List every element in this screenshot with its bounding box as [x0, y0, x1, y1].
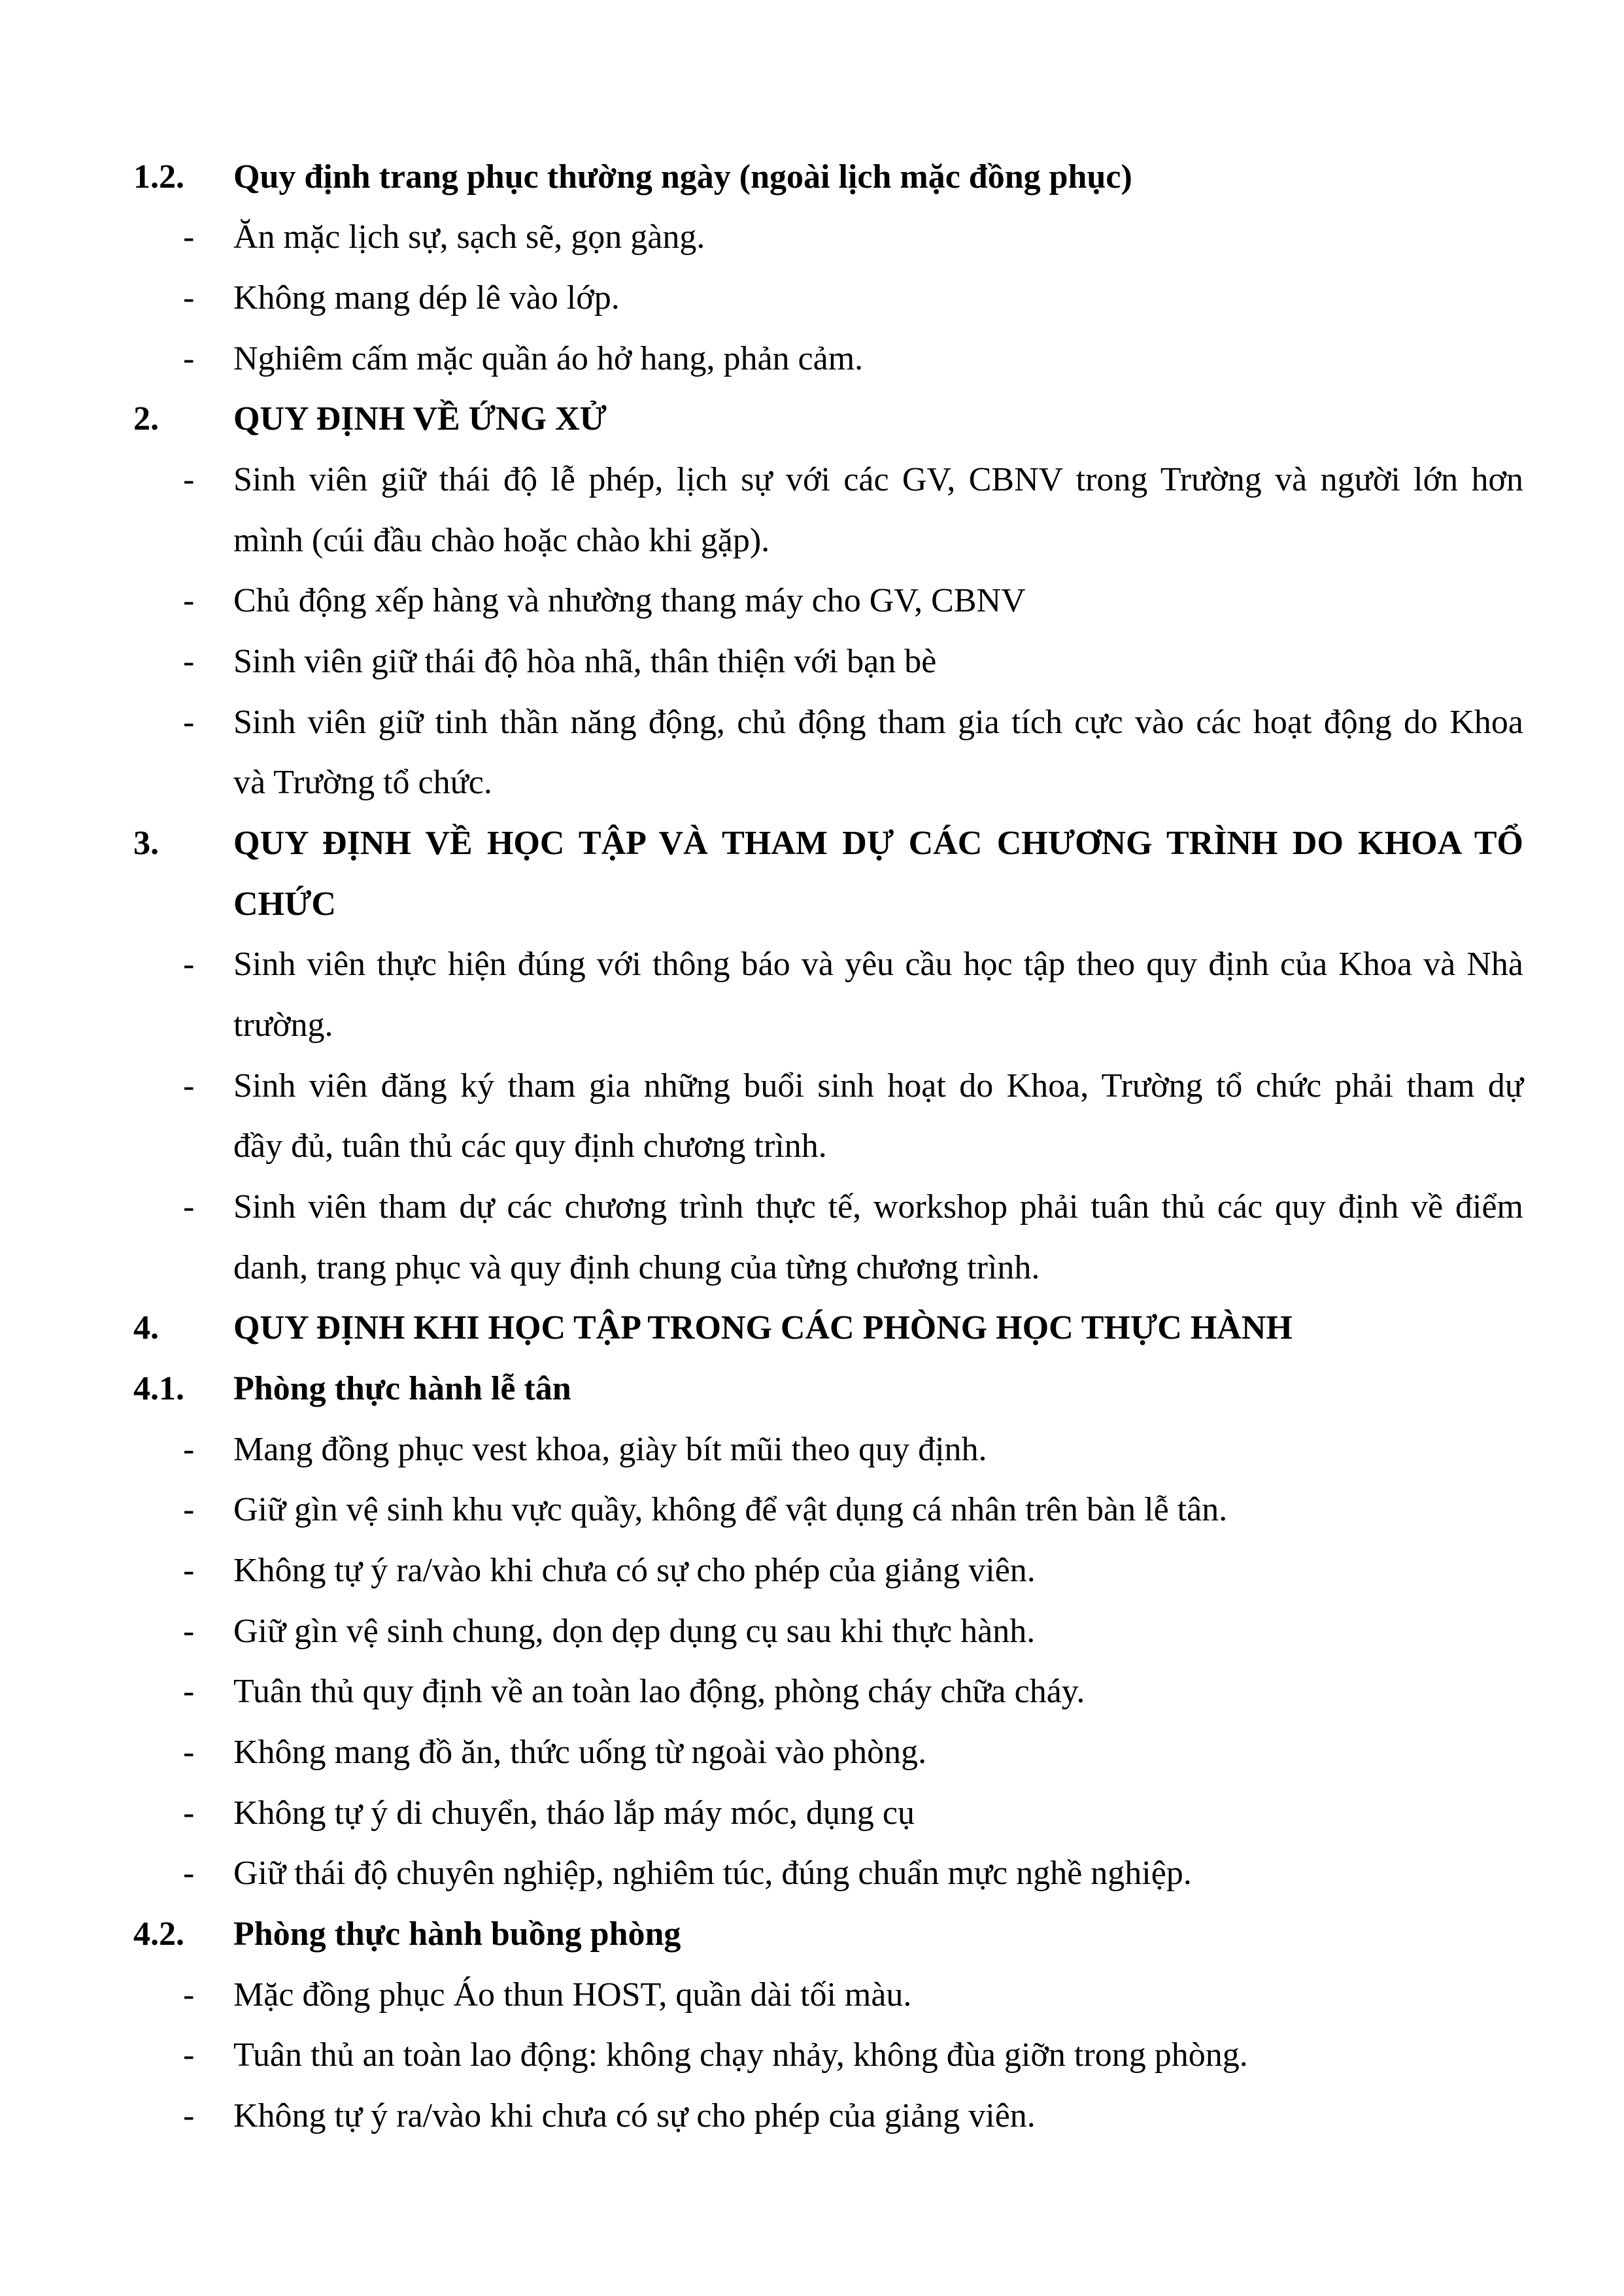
bullet-dash: - [183, 1613, 195, 1650]
section-number: 3. [133, 825, 159, 862]
item-text: Mang đồng phục vest khoa, giày bít mũi theo quy định. [233, 1431, 987, 1468]
bullet-dash: - [183, 461, 195, 498]
section-title: CHỨC [233, 885, 336, 923]
item-text: Chủ động xếp hàng và nhường thang máy cho GV, CBNV [233, 582, 1026, 619]
item-text: Không tự ý ra/vào khi chưa có sự cho phép của giảng viên. [233, 2097, 1036, 2134]
item-text: Nghiêm cấm mặc quần áo hở hang, phản cảm. [233, 340, 864, 377]
bullet-dash: - [183, 1552, 195, 1589]
bullet-dash: - [183, 1794, 195, 1832]
item-text: Không tự ý ra/vào khi chưa có sự cho phép của giảng viên. [233, 1552, 1036, 1589]
bullet-dash: - [183, 340, 195, 377]
item-text: Tuân thủ quy định về an toàn lao động, phòng cháy chữa cháy. [233, 1673, 1085, 1710]
bullet-dash: - [183, 1855, 195, 1892]
item-text: Sinh viên giữ tinh thần năng động, chủ động tham gia tích cực vào các hoạt động do Khoa [233, 704, 1523, 741]
section-title: QUY ĐỊNH KHI HỌC TẬP TRONG CÁC PHÒNG HỌC THỰC HÀNH [233, 1309, 1293, 1346]
bullet-dash: - [183, 643, 195, 680]
item-text: Sinh viên giữ thái độ hòa nhã, thân thiện với bạn bè [233, 643, 937, 680]
section-title: Quy định trang phục thường ngày (ngoài lịch mặc đồng phục) [233, 158, 1132, 196]
item-text: danh, trang phục và quy định chung của từng chương trình. [233, 1249, 1040, 1286]
bullet-dash: - [183, 2036, 195, 2074]
bullet-dash: - [183, 1188, 195, 1225]
section-number: 4. [133, 1309, 159, 1346]
bullet-dash: - [183, 279, 195, 317]
item-text: trường. [233, 1006, 333, 1044]
item-text: Tuân thủ an toàn lao động: không chạy nhảy, không đùa giỡn trong phòng. [233, 2036, 1248, 2074]
bullet-dash: - [183, 1734, 195, 1771]
bullet-dash: - [183, 704, 195, 741]
section-number: 4.2. [133, 1915, 184, 1953]
item-text: Giữ thái độ chuyên nghiệp, nghiêm túc, đúng chuẩn mực nghề nghiệp. [233, 1855, 1192, 1892]
item-text: Giữ gìn vệ sinh khu vực quầy, không để vật dụng cá nhân trên bàn lễ tân. [233, 1491, 1228, 1528]
section-title: Phòng thực hành lễ tân [233, 1370, 571, 1407]
section-number: 2. [133, 400, 159, 437]
bullet-dash: - [183, 1067, 195, 1105]
bullet-dash: - [183, 1673, 195, 1710]
item-text: Sinh viên giữ thái độ lễ phép, lịch sự với các GV, CBNV trong Trường và người lớn hơn [233, 461, 1523, 498]
section-number: 4.1. [133, 1370, 184, 1407]
item-text: Không mang dép lê vào lớp. [233, 279, 620, 317]
bullet-dash: - [183, 582, 195, 619]
section-number: 1.2. [133, 158, 184, 196]
item-text: Sinh viên tham dự các chương trình thực tế, workshop phải tuân thủ các quy định về điểm [233, 1188, 1523, 1225]
section-title: QUY ĐỊNH VỀ ỨNG XỬ [233, 400, 607, 437]
item-text: Sinh viên thực hiện đúng với thông báo và yêu cầu học tập theo quy định của Khoa và Nhà [233, 946, 1523, 983]
item-text: Giữ gìn vệ sinh chung, dọn dẹp dụng cụ sau khi thực hành. [233, 1613, 1036, 1650]
item-text: mình (cúi đầu chào hoặc chào khi gặp). [233, 522, 770, 559]
bullet-dash: - [183, 1431, 195, 1468]
item-text: Mặc đồng phục Áo thun HOST, quần dài tối màu. [233, 1976, 912, 2013]
item-text: Sinh viên đăng ký tham gia những buổi sinh hoạt do Khoa, Trường tổ chức phải tham dự [233, 1067, 1523, 1105]
item-text: Không mang đồ ăn, thức uống từ ngoài vào phòng. [233, 1734, 927, 1771]
item-text: và Trường tổ chức. [233, 764, 492, 801]
bullet-dash: - [183, 1491, 195, 1528]
section-title: Phòng thực hành buồng phòng [233, 1915, 681, 1953]
bullet-dash: - [183, 1976, 195, 2013]
item-text: Ăn mặc lịch sự, sạch sẽ, gọn gàng. [233, 218, 705, 256]
item-text: Không tự ý di chuyển, tháo lắp máy móc, dụng cụ [233, 1794, 915, 1832]
bullet-dash: - [183, 946, 195, 983]
section-title: QUY ĐỊNH VỀ HỌC TẬP VÀ THAM DỰ CÁC CHƯƠNG TRÌNH DO KHOA TỔ [233, 825, 1523, 862]
item-text: đầy đủ, tuân thủ các quy định chương trình. [233, 1127, 827, 1165]
bullet-dash: - [183, 218, 195, 256]
bullet-dash: - [183, 2097, 195, 2134]
